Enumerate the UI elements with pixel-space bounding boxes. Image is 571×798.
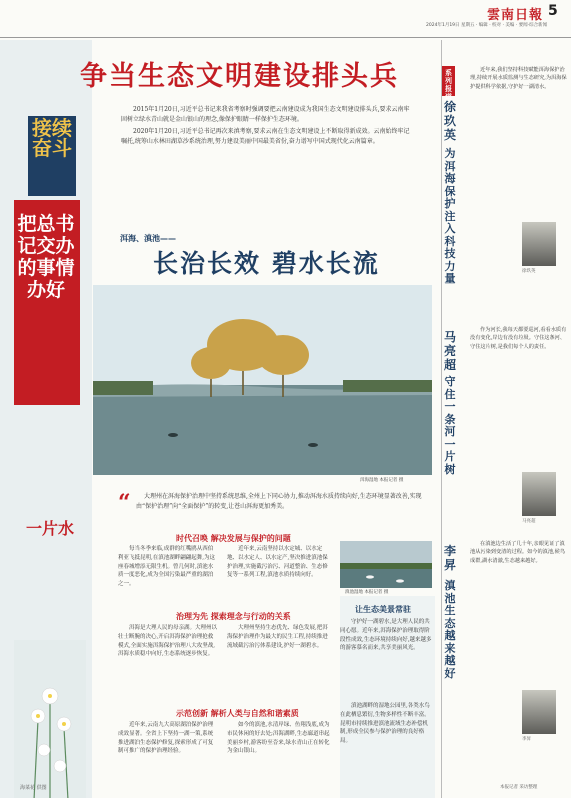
body-col-b1: 近年来,云南坚持以水定城、以水定地、以水定人、以水定产,坚决推进滇池保护治理,实施截污治污、河道整治、生态修复等一系列工程,滇池水质持续向好。: [227, 546, 328, 579]
interviewee-2-portrait-tag: 马亮超: [522, 519, 536, 524]
section-head-1: 时代召唤 解决发展与保护的问题: [176, 534, 291, 543]
interviewee-3-title: 滇池生态越来越好: [444, 579, 456, 680]
sidebar-title: 让生态美景常驻: [355, 605, 411, 614]
interviewee-1-portrait-tag: 徐玖英: [522, 269, 536, 274]
quote-icon: “: [118, 490, 131, 516]
wetland-photo: [340, 541, 432, 588]
slogan-text: 把总书记交办的事情办好: [17, 213, 75, 301]
series-tag: 一片水: [25, 519, 74, 538]
jiexu-label: 接续奋斗: [32, 116, 72, 160]
interviewee-1-title: 为洱海保护注入科技力量: [444, 147, 456, 285]
page-headline: 争当生态文明建设排头兵: [80, 61, 399, 92]
section-head-2: 治理为先 探索理念与行动的关系: [176, 612, 291, 621]
interviewee-3-avatar: [522, 690, 556, 734]
interviewee-1-text-cont: [470, 280, 568, 320]
main-photo-caption: 洱海湿地 本报记者 摄: [360, 478, 404, 483]
body-col-a2: 洱海是大理人民的母亲湖。大理州以壮士断腕的决心,开启洱海保护治理抢救模式,全面实施洱海保护治理八大攻坚战,洱海水质稳中向好,生态系统逐步恢复。: [118, 625, 218, 658]
right-column-sign: 本报记者 采访整理: [500, 785, 538, 790]
interviewee-2-text: 作为河长,我每天都要巡河,看看水质有没有变化,岸边有没有垃圾。守住这条河、守住这片树,是我们每个人的责任。: [470, 327, 567, 350]
newspaper-logo: 雲南日報: [487, 8, 544, 23]
lake-photo: [93, 285, 432, 475]
series-badge: 系列报道: [442, 66, 455, 96]
section-head-3: 示范创新 解析人类与自然和谐素质: [176, 709, 299, 718]
interviewee-1-name: 徐玖英: [443, 100, 456, 142]
side-photo-caption: 滇池湿地 本报记者 摄: [345, 590, 389, 595]
interviewee-3-portrait-tag: 李昇: [522, 737, 531, 742]
body-col-a3: 近年来,云南九大高原湖泊保护治理成效显著。全省上下坚持一湖一策,系统推进湖泊生态保护修复,探索形成了可复制可推广的保护治理经验。: [118, 722, 214, 755]
intro-paragraph-2: 2020年1月20日,习近平总书记再次来滇考察,要求云南在生态文明建设上不断取得新成效。云南始终牢记嘱托,统筹山水林田湖草沙系统治理,努力建设美丽中国最美省份,奋力谱写中国式现代化云南篇章。: [121, 128, 410, 145]
body-col-c1: 滇池湖畔的湿地公园里,各类水鸟在此栖息繁衍,生物多样性不断丰富。昆明市持续推进滇池流域生态补偿机制,形成全民参与保护治理的良好格局。: [340, 703, 430, 745]
water-flower-image: [14, 640, 86, 798]
lead-quote: 大理州在洱海保护治理中坚持系统思维,全州上下同心协力,推动洱海水质持续向好,生态环境显著改善,实现由“保护治理”向“全面保护”的转变,让苍山洱海更加秀美。: [136, 493, 422, 510]
interviewee-3-text: 在滇池边生活了几十年,亲眼见证了滇池从污染到变清的过程。如今的滇池,候鸟成群,湖水清澈,生态越来越好。: [470, 541, 566, 564]
interviewee-2-title: 守住一条河一片树: [444, 375, 456, 476]
intro-text: [121, 105, 413, 149]
body-col-b2: 大理州坚持生态优先、绿色发展,把洱海保护治理作为最大的民生工程,持续推进流域截污治污体系建设,护好一湖碧水。: [227, 625, 328, 649]
interviewee-2-avatar: [522, 472, 556, 516]
dateline: 2024年1月19日 星期五 · 编辑 · 校对 · 美编 · 要闻·综合新闻: [426, 23, 548, 28]
body-col-a1: 每当冬季来临,成群的红嘴鸥从西伯利亚飞抵昆明,在滇池湖畔翩翩起舞,为这座春城增添无限生机。曾几何时,滇池水质一度恶化,成为全国污染最严重的湖泊之一。: [118, 546, 215, 588]
interviewee-1-avatar: [522, 222, 556, 266]
intro-paragraph-1: 2015年1月20日,习近平总书记来我省考察时强调要把云南建设成为我国生态文明建设排头兵,要求云南牢固树立绿水青山就是金山银山的理念,像保护眼睛一样保护生态环境。: [121, 106, 410, 123]
masthead: [0, 0, 571, 38]
interviewee-3-name: 李昇: [443, 544, 456, 572]
interviewee-2-name: 马亮超: [443, 330, 456, 372]
flower-credit: 海菜花 供图: [20, 785, 47, 791]
feature-kicker: 洱海、滇池——: [120, 234, 176, 243]
page-number: 5: [548, 3, 558, 19]
feature-title: 长治长效 碧水长流: [153, 249, 380, 278]
sidebar-text: 守护好一湖碧水,是大理人民的共同心愿。近年来,洱海保护治理取得阶段性成效,生态环境持续向好,越来越多的游客慕名而来,共享美丽风光。: [340, 619, 432, 652]
interviewee-1-text: 近年来,我们坚持科技赋能洱海保护治理,持续开展水质监测与生态研究,为洱海保护提供科学依据,守护好一湖清水。: [470, 67, 567, 90]
body-col-b3: 如今的滇池,水清岸绿、鱼翔浅底,成为市民休闲的好去处;洱海湖畔,生态廊道串起美丽乡村,游客纷至沓来,绿水青山正在转化为金山银山。: [227, 722, 330, 755]
